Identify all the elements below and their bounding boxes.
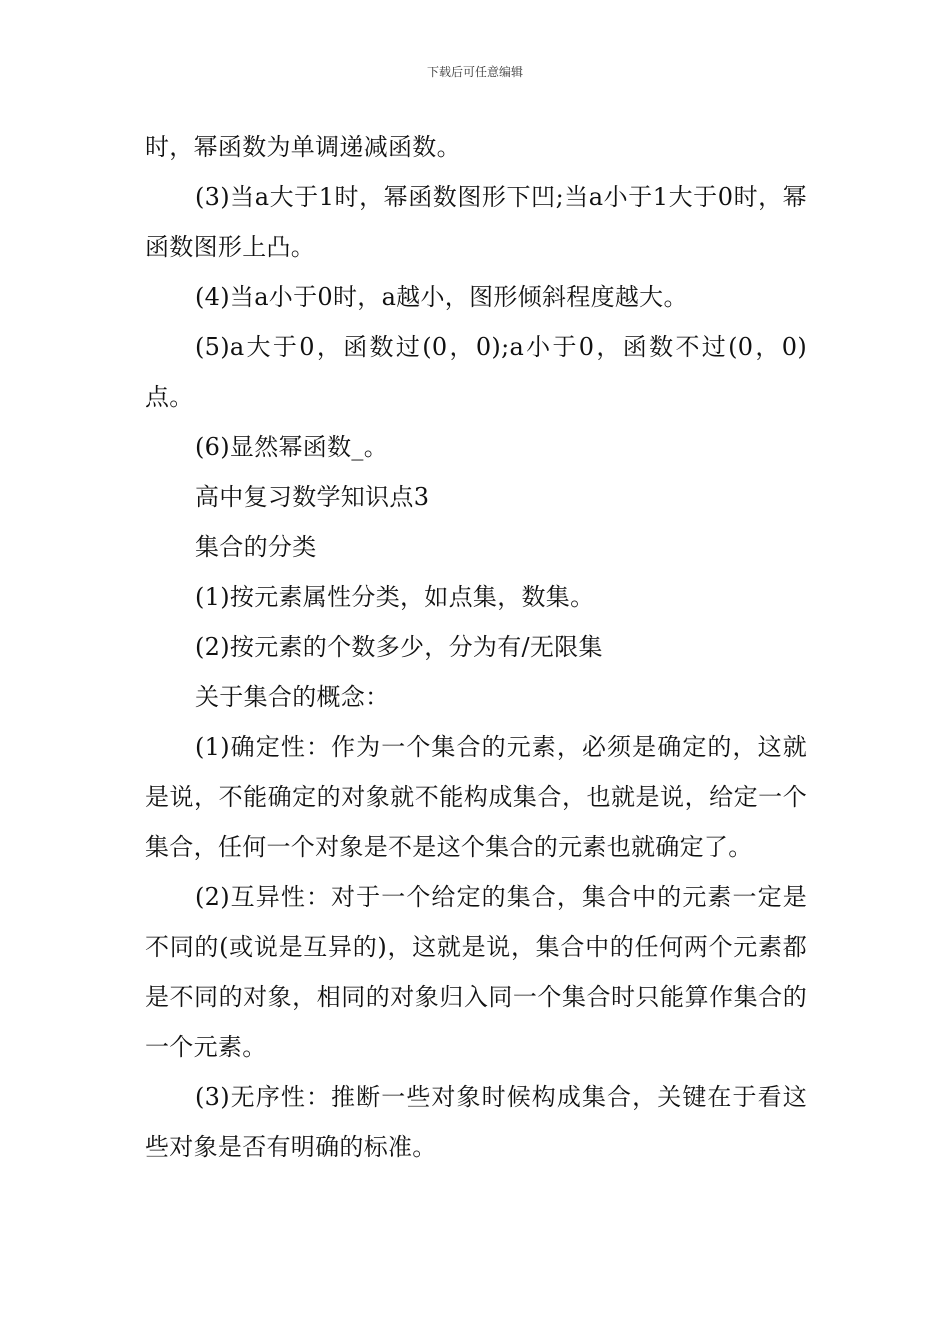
page-header: 下载后可任意编辑 [426, 65, 523, 79]
document-body [145, 122, 807, 1172]
paragraph-definiteness: (1)确定性：作为一个集合的元素，必须是确定的，这就是说，不能确定的对象就不能构成集合，也就是说，给定一个集合，任何一个对象是不是这个集合的元素也就确定了。 [145, 733, 807, 861]
paragraph-property-6: (6)显然幂函数_。 [195, 433, 388, 461]
subsection-heading-classification: 集合的分类 [195, 533, 317, 561]
paragraph-property-3: (3)当a大于1时，幂函数图形下凹;当a小于1大于0时，幂函数图形上凸。 [145, 183, 807, 261]
paragraph-property-4: (4)当a小于0时，a越小，图形倾斜程度越大。 [195, 283, 688, 311]
section-heading: 高中复习数学知识点3 [195, 483, 430, 511]
paragraph-classification-1: (1)按元素属性分类，如点集，数集。 [195, 583, 595, 611]
paragraph-continuation: 时，幂函数为单调递减函数。 [145, 133, 461, 161]
subsection-heading-concepts: 关于集合的概念： [195, 683, 390, 711]
paragraph-classification-2: (2)按元素的个数多少，分为有/无限集 [195, 633, 603, 661]
paragraph-distinctness: (2)互异性：对于一个给定的集合，集合中的元素一定是不同的(或说是互异的)，这就是说，集合中的任何两个元素都是不同的对象，相同的对象归入同一个集合时只能算作集合的一个元素。 [145, 883, 807, 1061]
paragraph-unorderedness: (3)无序性：推断一些对象时候构成集合，关键在于看这些对象是否有明确的标准。 [145, 1083, 807, 1161]
paragraph-property-5: (5)a大于0，函数过(0，0);a小于0，函数不过(0，0)点。 [145, 333, 807, 411]
